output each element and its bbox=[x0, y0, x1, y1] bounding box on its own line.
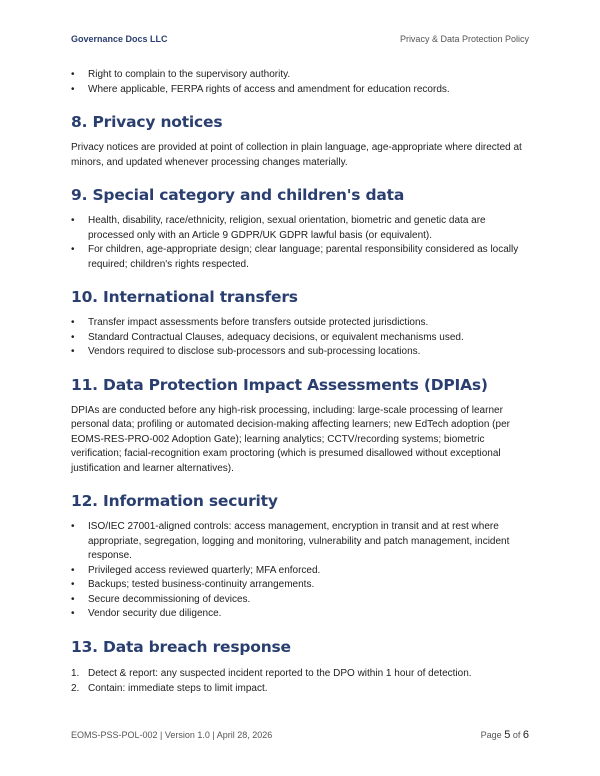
step-text: Detect & report: any suspected incident reported to the DPO within 1 hour of detection. bbox=[88, 667, 472, 679]
list-item: • Vendors required to disclose sub-processors and sub-processing locations. bbox=[71, 345, 531, 360]
of-word: of bbox=[512, 730, 521, 740]
international-transfers-bullet-list bbox=[71, 316, 531, 360]
list-item: • Vendor security due diligence. bbox=[71, 607, 531, 622]
section-heading-privacy-notices: 8. Privacy notices bbox=[71, 113, 223, 131]
section-text-privacy-notices: Privacy notices are provided at point of collection in plain language, age-appropriate where directed at minors, and updated whenever processing changes materially. bbox=[71, 142, 522, 168]
list-item: • Backups; tested business-continuity arrangements. bbox=[71, 578, 531, 593]
list-item bbox=[71, 681, 531, 696]
step-number: 1. bbox=[71, 667, 80, 679]
page-footer bbox=[71, 729, 529, 743]
page-word: Page bbox=[480, 730, 502, 740]
section-heading-special-category: 9. Special category and children's data bbox=[71, 186, 405, 204]
data-breach-steps-list bbox=[71, 666, 531, 696]
list-item: • Standard Contractual Clauses, adequacy decisions, or equivalent mechanisms used. bbox=[71, 331, 531, 346]
section-text-dpias: DPIAs are conducted before any high-risk processing, including: large-scale processing of learner personal data; profiling or automated decision-making affecting learners; new EdTech adoption (per EOMS-RES-PRO-002 Adoption Gate); learning analytics; CCTV/recording systems; biometric verification; facial-recognition exam proctoring (which is presumed disallowed without exceptional justification and learner alternatives). bbox=[71, 404, 510, 474]
list-item: • For children, age-appropriate design; clear language; parental responsibility considered as locally required; children's rights respected. bbox=[71, 243, 531, 272]
list-item: • Secure decommissioning of devices. bbox=[71, 593, 531, 608]
list-item bbox=[71, 666, 531, 681]
intro-bullet-list bbox=[71, 68, 531, 97]
list-item: • Right to complain to the supervisory authority. bbox=[71, 68, 531, 83]
step-text: Contain: immediate steps to limit impact. bbox=[88, 682, 268, 694]
list-item: • Transfer impact assessments before transfers outside protected jurisdictions. bbox=[71, 316, 531, 331]
information-security-bullet-list bbox=[71, 520, 531, 622]
special-category-bullet-list bbox=[71, 214, 531, 272]
list-item: • ISO/IEC 27001-aligned controls: access management, encryption in transit and at rest where appropriate, segregation, logging and monitoring, vulnerability and patch management, incident response. bbox=[71, 520, 531, 564]
header-company-name: Governance Docs LLC bbox=[71, 34, 168, 44]
list-item: • Health, disability, race/ethnicity, religion, sexual orientation, biometric and genetic data are processed only with an Article 9 GDPR/UK GDPR lawful basis (or equivalent). bbox=[71, 214, 531, 243]
section-heading-dpias: 11. Data Protection Impact Assessments (DPIAs) bbox=[71, 375, 488, 394]
header-document-title: Privacy & Data Protection Policy bbox=[399, 34, 529, 44]
section-heading-data-breach-response: 13. Data breach response bbox=[71, 637, 291, 656]
step-number: 2. bbox=[71, 682, 80, 694]
list-item: • Privileged access reviewed quarterly; MFA enforced. bbox=[71, 564, 531, 579]
footer-document-reference: EOMS-PSS-POL-002 | Version 1.0 | April 28, 2026 bbox=[71, 730, 273, 740]
current-page-number: 5 bbox=[504, 729, 511, 741]
section-heading-information-security: 12. Information security bbox=[71, 492, 278, 510]
page-number-indicator bbox=[481, 729, 529, 741]
page-header bbox=[71, 34, 529, 48]
page-content bbox=[71, 68, 531, 696]
total-page-count: 6 bbox=[522, 729, 529, 741]
list-item: • Where applicable, FERPA rights of access and amendment for education records. bbox=[71, 83, 531, 98]
section-heading-international-transfers: 10. International transfers bbox=[71, 288, 298, 306]
